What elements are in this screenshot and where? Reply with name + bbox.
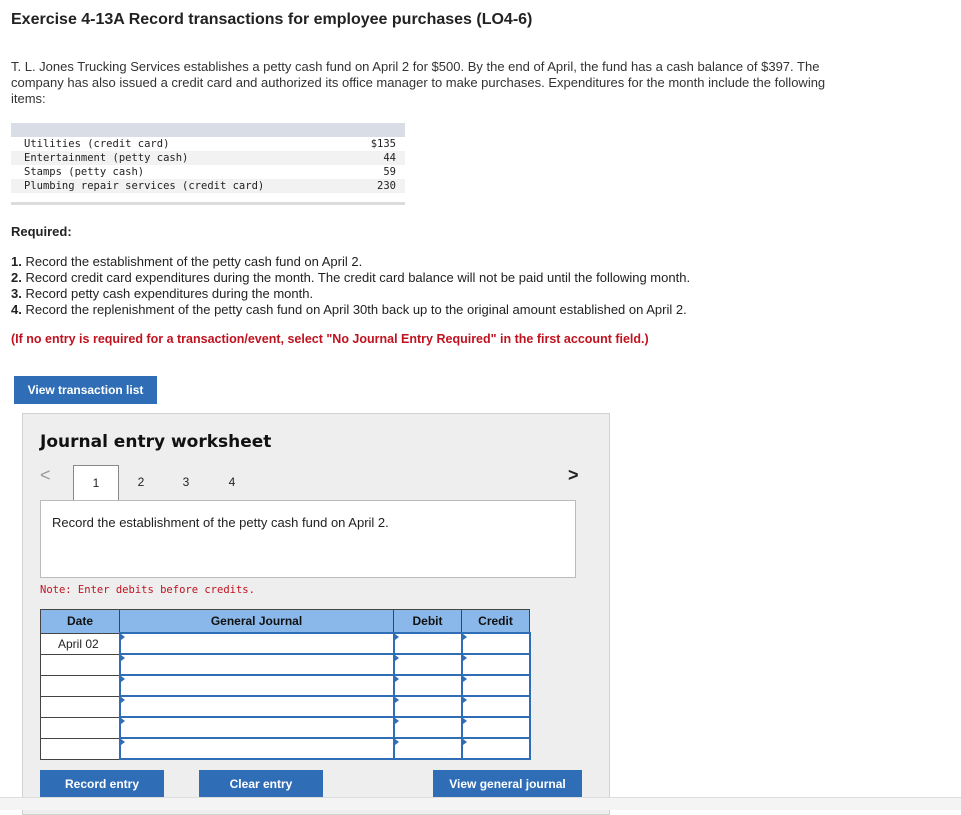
row-label: Utilities (credit card)	[24, 138, 170, 150]
row-label: Plumbing repair services (credit card)	[24, 180, 265, 192]
clear-entry-button[interactable]: Clear entry	[199, 770, 323, 798]
table-row	[11, 165, 405, 179]
credit-field[interactable]	[462, 738, 530, 759]
tab-3[interactable]: 3	[182, 474, 190, 489]
debit-field[interactable]	[394, 654, 462, 675]
date-cell[interactable]	[41, 654, 120, 675]
view-transaction-list-button[interactable]: View transaction list	[14, 376, 157, 404]
required-list	[11, 254, 690, 318]
table-row	[41, 633, 530, 654]
instruction-notice: (If no entry is required for a transaction/event, select "No Journal Entry Required" in the first account field.)	[11, 332, 649, 346]
date-cell[interactable]	[41, 675, 120, 696]
date-cell[interactable]: April 02	[41, 633, 120, 654]
required-item: 2. Record credit card expenditures during the month. The credit card balance will not be paid until the following month.	[11, 270, 691, 285]
table-row	[41, 696, 530, 717]
debit-field[interactable]	[394, 633, 462, 654]
credit-field[interactable]	[462, 696, 530, 717]
table-row	[41, 675, 530, 696]
row-amount: 59	[383, 166, 396, 178]
required-item: 1. Record the establishment of the petty cash fund on April 2.	[11, 254, 363, 269]
view-general-journal-button[interactable]: View general journal	[433, 770, 582, 798]
row-amount: 230	[377, 180, 396, 192]
tab-4[interactable]: 4	[228, 474, 236, 489]
date-cell[interactable]	[41, 717, 120, 738]
col-journal-header: General Journal	[120, 610, 394, 634]
row-label: Stamps (petty cash)	[24, 166, 145, 178]
table-row	[41, 654, 530, 675]
exercise-title: Exercise 4-13A Record transactions for employee purchases (LO4-6)	[11, 11, 533, 28]
required-item: 3. Record petty cash expenditures during the month.	[11, 286, 314, 301]
debits-note: Note: Enter debits before credits.	[40, 584, 255, 596]
tab-1[interactable]: 1	[73, 465, 119, 500]
record-entry-button[interactable]: Record entry	[40, 770, 164, 798]
expenditures-table	[11, 123, 405, 205]
col-debit-header: Debit	[394, 610, 462, 634]
account-field[interactable]	[120, 633, 394, 654]
transaction-description-box	[40, 500, 576, 578]
required-item: 4. Record the replenishment of the petty cash fund on April 30th back up to the original amount established on April 2.	[11, 302, 687, 317]
journal-entry-worksheet	[22, 413, 610, 815]
table-row	[41, 738, 530, 759]
exercise-intro: T. L. Jones Trucking Services establishes a petty cash fund on April 2 for $500. By the end of April, the fund has a cash balance of $397. The company has also issued a credit card and authorized its office manager to make purchases. Expenditures for the month include the following items:	[11, 59, 826, 106]
account-field[interactable]	[120, 717, 394, 738]
page-footer-divider	[0, 797, 961, 810]
debit-field[interactable]	[394, 717, 462, 738]
required-heading: Required:	[11, 224, 72, 239]
prev-arrow-icon[interactable]: <	[40, 465, 51, 485]
account-field[interactable]	[120, 675, 394, 696]
next-arrow-icon[interactable]: >	[568, 465, 579, 485]
row-amount: 44	[383, 152, 396, 164]
table-header-band	[11, 123, 405, 137]
credit-field[interactable]	[462, 675, 530, 696]
row-amount: $135	[370, 138, 396, 150]
debit-field[interactable]	[394, 696, 462, 717]
journal-grid	[40, 609, 531, 760]
col-credit-header: Credit	[462, 610, 530, 634]
date-cell[interactable]	[41, 696, 120, 717]
debit-field[interactable]	[394, 675, 462, 696]
account-field[interactable]	[120, 654, 394, 675]
table-row	[41, 717, 530, 738]
account-field[interactable]	[120, 738, 394, 759]
debit-field[interactable]	[394, 738, 462, 759]
credit-field[interactable]	[462, 633, 530, 654]
date-cell[interactable]	[41, 738, 120, 759]
account-field[interactable]	[120, 696, 394, 717]
credit-field[interactable]	[462, 654, 530, 675]
col-date-header: Date	[41, 610, 120, 634]
credit-field[interactable]	[462, 717, 530, 738]
tab-2[interactable]: 2	[137, 474, 145, 489]
worksheet-title: Journal entry worksheet	[40, 432, 272, 452]
table-row	[11, 179, 405, 193]
row-label: Entertainment (petty cash)	[24, 152, 189, 164]
table-row	[11, 137, 405, 151]
table-row	[11, 151, 405, 165]
transaction-description: Record the establishment of the petty cash fund on April 2.	[52, 515, 389, 530]
